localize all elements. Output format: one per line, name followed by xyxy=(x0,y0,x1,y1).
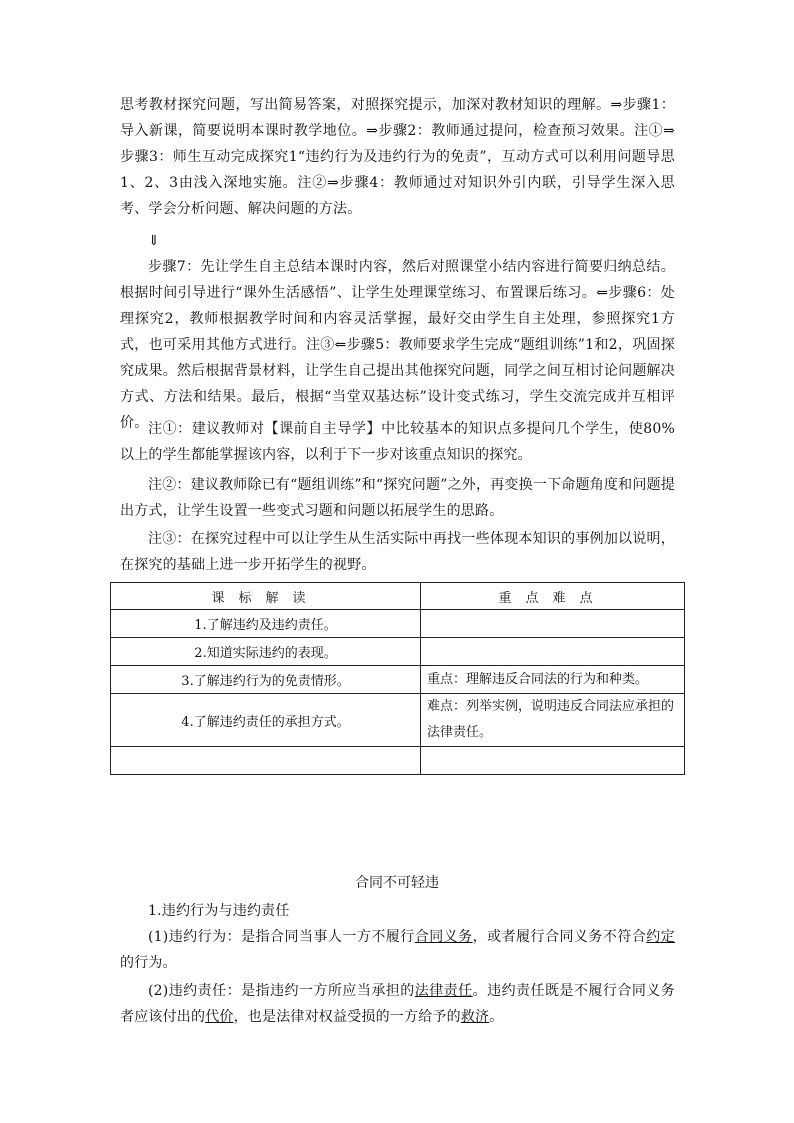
table-row xyxy=(111,694,685,747)
item-breach-liability xyxy=(120,978,675,1030)
table-header-row xyxy=(111,583,685,610)
item-text: (2)违约责任：是指违约一方所应当承担的 xyxy=(148,983,415,999)
down-arrow-icon: ⇓ xyxy=(148,233,160,249)
table-cell: 2.知道实际违约的表现。 xyxy=(111,638,421,666)
table-cell: 4.了解违约责任的承担方式。 xyxy=(111,694,421,747)
note-2: 注②：建议教师除已有“题组训练”和“探究问题”之外，再变换一下命题角度和问题提出方式，让学生设置一些变式习题和问题以拓展学生的思路。 xyxy=(120,477,675,519)
table-cell: 重点：理解违反合同法的行为和种类。 xyxy=(421,666,685,694)
underlined-term: 约定 xyxy=(646,929,675,945)
table-row xyxy=(111,610,685,638)
paragraph-steps-1-4: 思考教材探究问题，写出简易答案，对照探究提示，加深对教材知识的理解。⇒步骤1：导入新课，简要说明本课时教学地位。⇒步骤2：教师通过提问，检查预习效果。注①⇒步骤3：师生互动完成探究1“违约行为及违约行为的免责”，互动方式可以利用问题导思1、2、3由浅入深地实施。注②⇒步骤4：教师通过对知识外引内联，引导学生深入思考、学会分析问题、解决问题的方法。 xyxy=(120,97,675,217)
table-cell xyxy=(421,747,685,775)
table-header-key-points: 重点难点 xyxy=(421,583,685,610)
underlined-term: 代价 xyxy=(205,1009,234,1025)
table-cell: 难点：列举实例，说明违反合同法应承担的法律责任。 xyxy=(421,694,685,747)
table-header-standards: 课标解读 xyxy=(111,583,421,610)
item-text: 。 xyxy=(489,1009,504,1025)
table-cell: 1.了解违约及违约责任。 xyxy=(111,610,421,638)
heading-breach-and-liability: 1.违约行为与违约责任 xyxy=(148,903,290,919)
underlined-term: 法律责任 xyxy=(414,983,473,999)
table-cell xyxy=(421,638,685,666)
table-row xyxy=(111,747,685,775)
item-text: ，或者履行合同义务不符合 xyxy=(472,929,647,945)
standards-table xyxy=(110,582,685,775)
item-text: ，也是法律对权益受损的一方给予的 xyxy=(233,1009,461,1025)
table-cell xyxy=(421,610,685,638)
table-cell: 3.了解违约行为的免责情形。 xyxy=(111,666,421,694)
table-cell xyxy=(111,747,421,775)
item-text: 的行为。 xyxy=(120,955,177,971)
item-breach-behavior xyxy=(120,924,675,976)
paragraph-steps-5-7: 步骤7：先让学生自主总结本课时内容，然后对照课堂小结内容进行简要归纳总结。根据时间引导进行“课外生活感悟”、让学生处理课堂练习、布置课后练习。⇐步骤6：处理探究2，教师根据教学时间和内容灵活掌握，最好交由学生自主处理，参照探究1方式，也可采用其他方式进行。注③⇐步骤5：教师要求学生完成“题组训练”1和2，巩固探究成果。然后根据背景材料，让学生自己提出其他探究问题，同学之间互相讨论问题解决方式、方法和结果。最后，根据“当堂双基达标”设计变式练习，学生交流完成并互相评价。 xyxy=(120,259,675,431)
item-text: (1)违约行为：是指合同当事人一方不履行 xyxy=(148,929,415,945)
note-1: 注①：建议教师对【课前自主导学】中比较基本的知识点多提问几个学生，使80%以上的学生都能掌握该内容，以利于下一步对该重点知识的探究。 xyxy=(120,421,675,463)
note-3: 注③：在探究过程中可以让学生从生活实际中再找一些体现本知识的事例加以说明，在探究的基础上进一步开拓学生的视野。 xyxy=(120,531,675,573)
underlined-term: 合同义务 xyxy=(414,929,473,945)
section-title: 合同不可轻违 xyxy=(355,875,439,891)
item-text: 。违约责任既是不履行合同义务者应该付出的 xyxy=(120,983,675,1025)
table-row xyxy=(111,666,685,694)
table-row xyxy=(111,638,685,666)
underlined-term: 救济 xyxy=(460,1009,490,1025)
